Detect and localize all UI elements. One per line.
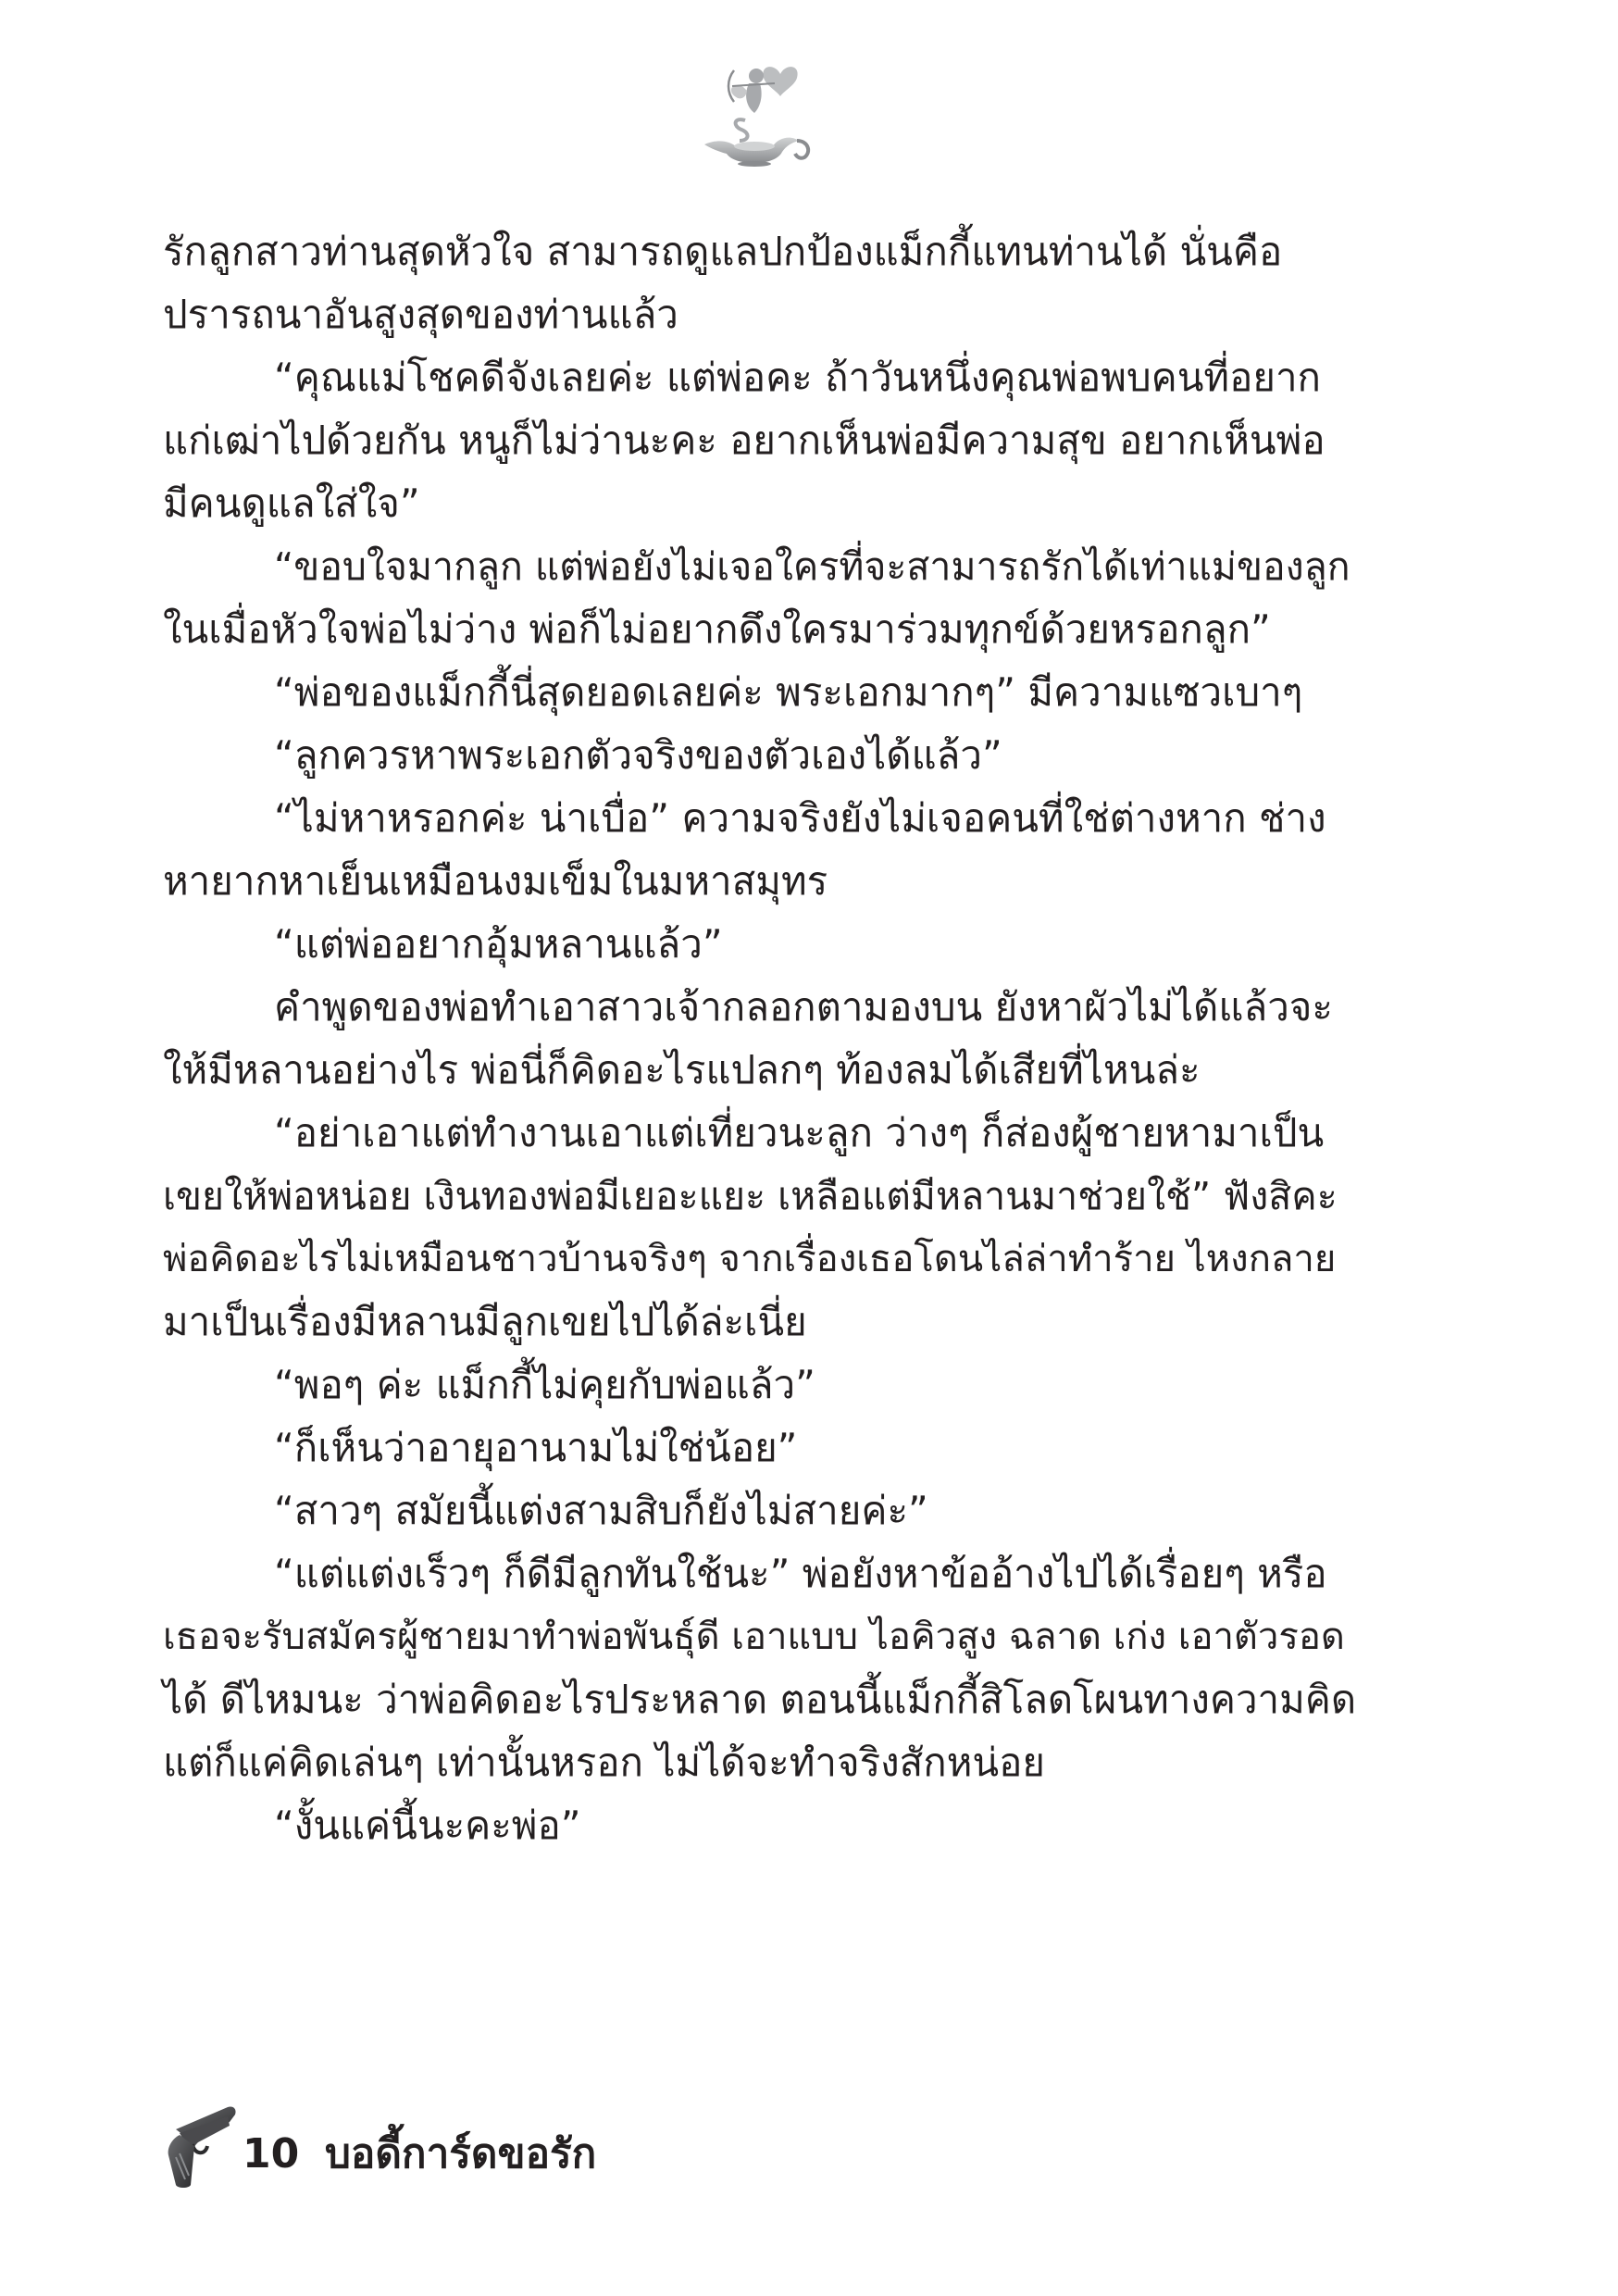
text-line: คำพูดของพ่อทำเอาสาวเจ้ากลอกตามองบน ยังหาผัวไม่ได้แล้วจะ bbox=[274, 984, 1333, 1029]
text-line: แก่เฒ่าไปด้วยกัน หนูก็ไม่ว่านะคะ อยากเห็นพ่อมีความสุข อยากเห็นพ่อ bbox=[163, 418, 1326, 463]
text-line: “ลูกควรหาพระเอกตัวจริงของตัวเองได้แล้ว” bbox=[274, 732, 1002, 778]
text-line: “ขอบใจมากลูก แต่พ่อยังไม่เจอใครที่จะสามารถรักได้เท่าแม่ของลูก bbox=[274, 544, 1350, 589]
pistol-icon bbox=[163, 2102, 248, 2190]
text-line: มีคนดูแลใส่ใจ” bbox=[163, 480, 420, 526]
text-line: ในเมื่อหัวใจพ่อไม่ว่าง พ่อก็ไม่อยากดึงใครมาร่วมทุกข์ด้วยหรอกลูก” bbox=[163, 606, 1271, 652]
text-line: ให้มีหลานอย่างไร พ่อนี่ก็คิดอะไรแปลกๆ ท้องลมได้เสียที่ไหนล่ะ bbox=[163, 1047, 1201, 1092]
genie-lamp-with-cupid-icon bbox=[690, 56, 819, 167]
text-line: “อย่าเอาแต่ทำงานเอาแต่เที่ยวนะลูก ว่างๆ ก็ส่องผู้ชายหามาเป็น bbox=[274, 1110, 1325, 1155]
text-line: “ก็เห็นว่าอายุอานามไม่ใช่น้อย” bbox=[274, 1425, 798, 1470]
text-line: หายากหาเย็นเหมือนงมเข็มในมหาสมุทร bbox=[163, 858, 828, 904]
text-line: “พ่อของแม็กกี้นี่สุดยอดเลยค่ะ พระเอกมากๆ” มีความแซวเบาๆ bbox=[274, 669, 1303, 715]
text-line: เขยให้พ่อหน่อย เงินทองพ่อมีเยอะแยะ เหลือแต่มีหลานมาช่วยใช้” ฟังสิคะ bbox=[163, 1174, 1338, 1218]
page-number: 10 bbox=[243, 2130, 300, 2177]
text-line: ได้ ดีไหมนะ ว่าพ่อคิดอะไรประหลาด ตอนนี้แม็กกี้สิโลดโผนทางความคิด bbox=[163, 1677, 1357, 1722]
text-line: “งั้นแค่นี้นะคะพ่อ” bbox=[274, 1803, 581, 1848]
text-line: “สาวๆ สมัยนี้แต่งสามสิบก็ยังไม่สายค่ะ” bbox=[274, 1488, 928, 1533]
text-line: มาเป็นเรื่องมีหลานมีลูกเขยไปได้ล่ะเนี่ย bbox=[163, 1299, 807, 1344]
text-line: “คุณแม่โชคดีจังเลยค่ะ แต่พ่อคะ ถ้าวันหนึ่งคุณพ่อพบคนที่อยาก bbox=[274, 355, 1321, 400]
text-line: แต่ก็แค่คิดเล่นๆ เท่านั้นหรอก ไม่ได้จะทำจริงสักหน่อย bbox=[163, 1740, 1045, 1785]
page-footer bbox=[163, 2097, 903, 2199]
text-line: รักลูกสาวท่านสุดหัวใจ สามารถดูแลปกป้องแม็กกี้แทนท่านได้ นั่นคือ bbox=[163, 229, 1283, 274]
text-line: พ่อคิดอะไรไม่เหมือนชาวบ้านจริงๆ จากเรื่องเธอโดนไล่ล่าทำร้าย ไหงกลาย bbox=[163, 1238, 1337, 1280]
body-text bbox=[163, 220, 1357, 1857]
text-line: ปรารถนาอันสูงสุดของท่านแล้ว bbox=[163, 292, 678, 337]
book-title: บอดี้การ์ดขอรัก bbox=[325, 2130, 597, 2177]
text-line: “พอๆ ค่ะ แม็กกี้ไม่คุยกับพ่อแล้ว” bbox=[274, 1362, 815, 1407]
text-line: “แต่พ่ออยากอุ้มหลานแล้ว” bbox=[274, 921, 723, 967]
text-line: “แต่แต่งเร็วๆ ก็ดีมีลูกทันใช้นะ” พ่อยังหาข้ออ้างไปได้เรื่อยๆ หรือ bbox=[274, 1551, 1327, 1596]
text-line: เธอจะรับสมัครผู้ชายมาทำพ่อพันธุ์ดี เอาแบบ ไอคิวสูง ฉลาด เก่ง เอาตัวรอด bbox=[163, 1616, 1345, 1658]
text-line: “ไม่หาหรอกค่ะ น่าเบื่อ” ความจริงยังไม่เจอคนที่ใช่ต่างหาก ช่าง bbox=[274, 795, 1326, 841]
